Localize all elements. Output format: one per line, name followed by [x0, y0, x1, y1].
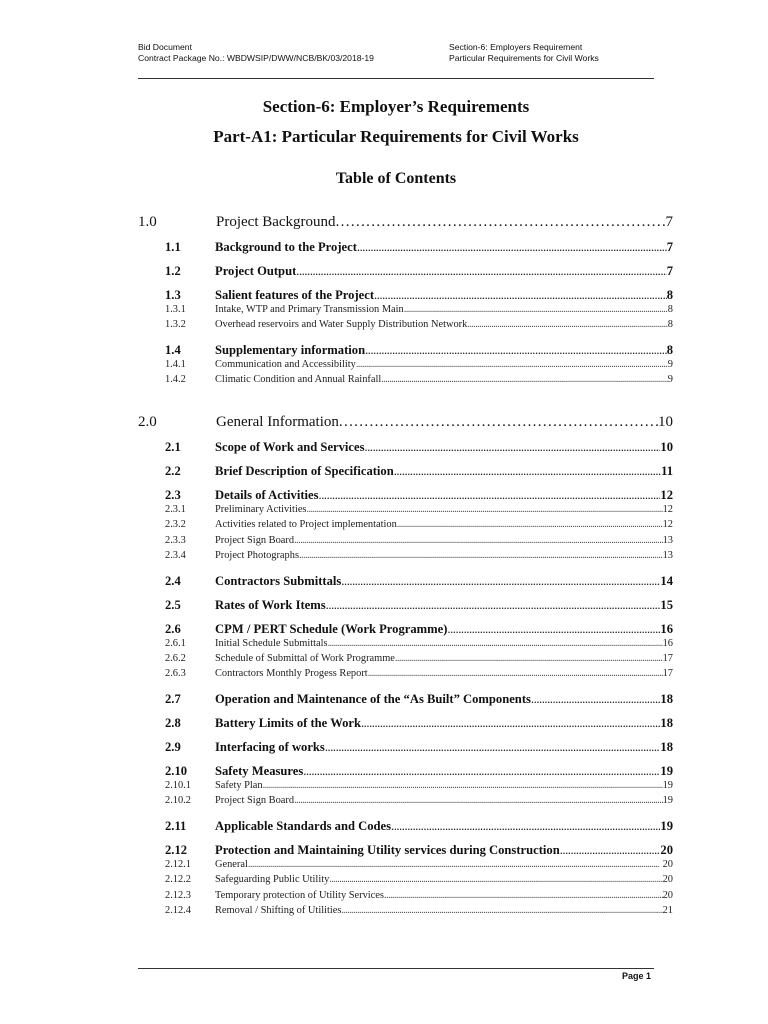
toc-entry-title: General Information	[216, 414, 339, 430]
toc-entry-page: 18	[660, 716, 673, 730]
toc-entry-number: 2.3.1	[165, 504, 186, 515]
toc-entry-page: 17	[662, 668, 673, 679]
toc-entry-title: Contractors Submittals	[215, 574, 342, 588]
toc-entry-2-6-2[interactable]	[138, 653, 673, 664]
toc-entry-page: 7	[665, 214, 673, 230]
header-contract-package: Contract Package No.: WBDWSIP/DWW/NCB/BK/03/2018-19	[138, 53, 374, 63]
toc-entry-page: 20	[660, 843, 673, 857]
toc-entry-number: 2.6.3	[165, 668, 186, 679]
toc-entry-page: 14	[660, 574, 673, 588]
toc-entry-page: 20	[662, 890, 673, 901]
toc-dot-leader	[361, 716, 660, 731]
toc-title: Table of Contents	[335, 170, 457, 187]
toc-entry-number: 2.3.2	[165, 519, 186, 530]
toc-entry-number: 2.0	[138, 414, 157, 430]
toc-entry-page: 20	[662, 874, 673, 885]
toc-entry-page: 8	[666, 343, 673, 357]
toc-entry-number: 2.1	[165, 440, 181, 454]
toc-entry-2-1[interactable]	[138, 440, 673, 455]
toc-entry-page: 19	[660, 764, 673, 778]
toc-entry-2-5[interactable]	[138, 598, 673, 613]
toc-entry-title: Intake, WTP and Primary Transmission Main	[215, 304, 404, 315]
toc-entry-title: Schedule of Submittal of Work Programme	[215, 653, 395, 664]
toc-dot-leader	[467, 319, 667, 330]
toc-entry-2-3-3[interactable]	[138, 535, 673, 546]
toc-entry-page: 15	[660, 598, 673, 612]
toc-dot-leader	[296, 264, 666, 279]
header-bid-document: Bid Document	[138, 42, 192, 52]
toc-entry-page: 10	[660, 440, 673, 454]
toc-entry-page: 19	[662, 795, 673, 806]
part-title: Part-A1: Particular Requirements for Civil Works	[213, 127, 579, 146]
toc-entry-2-9[interactable]	[138, 740, 673, 755]
toc-entry-number: 2.5	[165, 598, 181, 612]
toc-entry-title: Interfacing of works	[215, 740, 325, 754]
toc-entry-number: 2.6	[165, 622, 181, 636]
toc-entry-title: Removal / Shifting of Utilities	[215, 905, 342, 916]
toc-entry-number: 2.11	[165, 819, 187, 833]
toc-entry-number: 2.6.1	[165, 638, 186, 649]
toc-dot-leader	[326, 598, 661, 613]
toc-entry-title: Rates of Work Items	[215, 598, 326, 612]
toc-entry-page: 16	[660, 622, 673, 636]
toc-entry-2-3-4[interactable]	[138, 550, 673, 561]
toc-entry-2-12-1[interactable]	[138, 859, 673, 870]
toc-entry-title: Applicable Standards and Codes	[215, 819, 392, 833]
toc-entry-2-0[interactable]	[138, 414, 673, 431]
toc-dot-leader	[294, 795, 663, 806]
toc-entry-title: Communication and Accessibility	[215, 359, 356, 370]
title-block	[138, 96, 654, 189]
toc-entry-title: Project Sign Board	[215, 535, 295, 546]
toc-entry-2-10-2[interactable]	[138, 795, 673, 806]
page-number: Page 1	[621, 971, 651, 981]
toc-entry-2-7[interactable]	[138, 692, 673, 707]
toc-entry-1-2[interactable]	[138, 264, 673, 279]
toc-entry-page: 13	[662, 535, 673, 546]
toc-dot-leader	[365, 440, 661, 455]
toc-dot-leader	[384, 890, 663, 901]
toc-entry-number: 2.3.4	[165, 550, 186, 561]
toc-entry-1-4-2[interactable]	[138, 374, 673, 385]
toc-entry-title: Safety Plan	[215, 780, 263, 791]
toc-dot-leader	[356, 359, 668, 370]
toc-entry-title: Safeguarding Public Utility	[215, 874, 330, 885]
toc-entry-2-6-3[interactable]	[138, 668, 673, 679]
toc-entry-1-1[interactable]	[138, 240, 673, 255]
toc-dot-leader	[328, 638, 663, 649]
toc-entry-number: 2.2	[165, 464, 181, 478]
toc-entry-number: 2.12.3	[165, 890, 191, 901]
toc-entry-number: 2.3	[165, 488, 181, 502]
toc-entry-number: 2.8	[165, 716, 181, 730]
toc-entry-2-2[interactable]	[138, 464, 673, 479]
toc-entry-title: Overhead reservoirs and Water Supply Distribution Network	[215, 319, 468, 330]
toc-dot-leader	[339, 414, 658, 431]
toc-dot-leader	[395, 653, 663, 664]
toc-entry-number: 2.10	[165, 764, 188, 778]
toc-dot-leader	[306, 504, 662, 515]
toc-dot-leader	[329, 874, 662, 885]
toc-dot-leader	[381, 374, 668, 385]
toc-entry-page: 18	[660, 692, 673, 706]
toc-dot-leader	[365, 343, 667, 358]
toc-entry-number: 2.10.1	[165, 780, 191, 791]
footer-divider	[138, 968, 654, 969]
toc-entry-2-6-1[interactable]	[138, 638, 673, 649]
toc-entry-number: 1.3.2	[165, 319, 186, 330]
toc-entry-title: Operation and Maintenance of the “As Built” Components	[215, 692, 531, 706]
toc-entry-page: 11	[661, 464, 673, 478]
toc-entry-2-3-2[interactable]	[138, 519, 673, 530]
toc-entry-title: Temporary protection of Utility Services	[215, 890, 384, 901]
section-title: Section-6: Employer’s Requirements	[262, 97, 530, 116]
toc-entry-title: Brief Description of Specification	[215, 464, 394, 478]
toc-entry-1-4-1[interactable]	[138, 359, 673, 370]
toc-entry-title: Project Output	[215, 264, 297, 278]
toc-entry-page: 16	[662, 638, 673, 649]
toc-entry-title: Scope of Work and Services	[215, 440, 365, 454]
toc-entry-title: Safety Measures	[215, 764, 304, 778]
toc-entry-page: 8	[666, 288, 673, 302]
toc-entry-page: 17	[662, 653, 673, 664]
toc-entry-2-4[interactable]	[138, 574, 673, 589]
toc-dot-leader	[374, 288, 667, 303]
toc-entry-page: 20	[662, 859, 673, 870]
toc-dot-leader	[336, 214, 666, 231]
toc-entry-page: 12	[662, 519, 673, 530]
toc-entry-number: 1.4	[165, 343, 181, 357]
toc-entry-page: 12	[662, 504, 673, 515]
toc-dot-leader	[560, 843, 661, 858]
toc-entry-title: CPM / PERT Schedule (Work Programme)	[215, 622, 448, 636]
toc-dot-leader	[341, 574, 660, 589]
header-section: Section-6: Employers Requirement	[449, 42, 583, 52]
toc-entry-number: 1.3.1	[165, 304, 186, 315]
toc-entry-2-11[interactable]	[138, 819, 673, 834]
header-right	[449, 42, 599, 64]
toc-entry-2-12-4[interactable]	[138, 905, 673, 916]
toc-entry-page: 19	[662, 780, 673, 791]
toc-entry-number: 2.6.2	[165, 653, 186, 664]
toc-entry-page: 9	[667, 374, 673, 385]
toc-dot-leader	[248, 859, 663, 870]
toc-entry-title: Activities related to Project implementation	[215, 519, 397, 530]
toc-dot-leader	[447, 622, 660, 637]
toc-entry-title: Preliminary Activities	[215, 504, 307, 515]
toc-dot-leader	[303, 764, 660, 779]
toc-dot-leader	[397, 519, 663, 530]
toc-dot-leader	[319, 488, 661, 503]
toc-entry-number: 1.4.2	[165, 374, 186, 385]
toc-entry-title: Protection and Maintaining Utility services during Construction	[215, 843, 560, 857]
toc-entry-page: 12	[660, 488, 673, 502]
toc-entry-title: Initial Schedule Submittals	[215, 638, 328, 649]
toc-entry-number: 2.9	[165, 740, 181, 754]
toc-dot-leader	[294, 535, 663, 546]
toc-entry-page: 10	[658, 414, 673, 430]
toc-entry-number: 2.12.2	[165, 874, 191, 885]
toc-entry-number: 1.3	[165, 288, 181, 302]
toc-entry-title: Project Sign Board	[215, 795, 295, 806]
toc-dot-leader	[368, 668, 663, 679]
toc-entry-page: 9	[667, 359, 673, 370]
header-left	[138, 42, 374, 64]
toc-dot-leader	[357, 240, 667, 255]
header-divider	[138, 78, 654, 79]
toc-entry-number: 1.1	[165, 240, 181, 254]
toc-entry-number: 2.12.1	[165, 859, 191, 870]
toc-entry-1-3-1[interactable]	[138, 304, 673, 315]
toc-dot-leader	[394, 464, 661, 479]
toc-entry-1-4[interactable]	[138, 343, 673, 358]
toc-entry-page: 21	[662, 905, 673, 916]
toc-entry-2-8[interactable]	[138, 716, 673, 731]
toc-entry-2-12-2[interactable]	[138, 874, 673, 885]
toc-entry-1-3[interactable]	[138, 288, 673, 303]
toc-entry-2-6[interactable]	[138, 622, 673, 637]
toc-dot-leader	[404, 304, 668, 315]
toc-entry-number: 2.4	[165, 574, 181, 588]
toc-entry-2-3-1[interactable]	[138, 504, 673, 515]
toc-entry-page: 7	[666, 240, 673, 254]
toc-entry-title: Background to the Project	[215, 240, 357, 254]
toc-entry-2-10-1[interactable]	[138, 780, 673, 791]
toc-entry-title: Project Photographs	[215, 550, 299, 561]
toc-dot-leader	[263, 780, 663, 791]
toc-entry-number: 2.7	[165, 692, 181, 706]
toc-entry-2-12-3[interactable]	[138, 890, 673, 901]
toc-entry-title: Contractors Monthly Progess Report	[215, 668, 368, 679]
toc-entry-title: Project Background	[216, 214, 336, 230]
header-particular-requirements: Particular Requirements for Civil Works	[449, 53, 599, 63]
toc-entry-1-0[interactable]	[138, 214, 673, 231]
toc-entry-number: 1.2	[165, 264, 181, 278]
toc-entry-page: 7	[666, 264, 673, 278]
toc-entry-page: 18	[660, 740, 673, 754]
toc-dot-leader	[531, 692, 660, 707]
toc-entry-number: 2.12.4	[165, 905, 191, 916]
toc-entry-2-12[interactable]	[138, 843, 673, 858]
toc-dot-leader	[299, 550, 663, 561]
toc-entry-page: 8	[667, 304, 673, 315]
toc-entry-number: 2.12	[165, 843, 188, 857]
toc-dot-leader	[341, 905, 662, 916]
toc-entry-2-10[interactable]	[138, 764, 673, 779]
toc-entry-number: 1.4.1	[165, 359, 186, 370]
toc-entry-title: Details of Activities	[215, 488, 319, 502]
toc-entry-2-3[interactable]	[138, 488, 673, 503]
toc-entry-title: Battery Limits of the Work	[215, 716, 361, 730]
toc-entry-page: 13	[662, 550, 673, 561]
toc-entry-number: 1.0	[138, 214, 157, 230]
toc-entry-number: 2.10.2	[165, 795, 191, 806]
toc-entry-page: 8	[667, 319, 673, 330]
toc-dot-leader	[391, 819, 660, 834]
toc-entry-number: 2.3.3	[165, 535, 186, 546]
toc-entry-page: 19	[660, 819, 673, 833]
toc-dot-leader	[325, 740, 661, 755]
toc-entry-1-3-2[interactable]	[138, 319, 673, 330]
toc-entry-title: General	[215, 859, 248, 870]
toc-entry-title: Climatic Condition and Annual Rainfall	[215, 374, 382, 385]
toc-entry-title: Supplementary information	[215, 343, 366, 357]
toc-entry-title: Salient features of the Project	[215, 288, 375, 302]
